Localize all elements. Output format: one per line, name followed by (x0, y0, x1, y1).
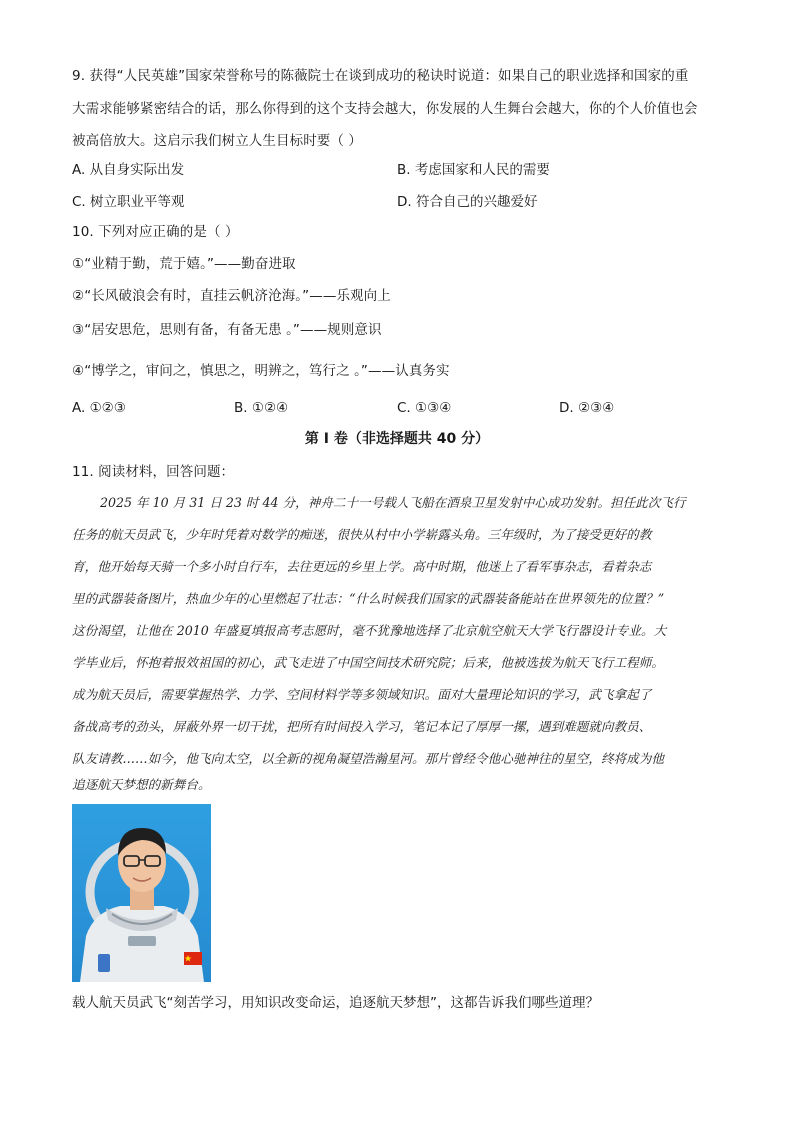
q11-passage-line-9: 队友请教……如今，他飞向太空，以全新的视角凝望浩瀚星河。那片曾经令他心驰神往的星空，终将成为他 (72, 751, 664, 766)
q11-passage-line-5: 这份渴望，让他在 2010 年盛夏填报高考志愿时，毫不犹豫地选择了北京航空航天大学飞行器设计专业。大 (72, 623, 667, 638)
q11-passage-line-4: 里的武器装备图片，热血少年的心里燃起了壮志：“什么时候我们国家的武器装备能站在世界领先的位置？” (72, 591, 665, 606)
q9-option-d: D. 符合自己的兴趣爱好 (397, 194, 538, 210)
q11-stem: 11. 阅读材料，回答问题： (72, 464, 235, 480)
q10-item-3: ③“居安思危，思则有备，有备无患 。”——规则意识 (72, 322, 382, 338)
q10-option-c: C. ①③④ (397, 400, 452, 416)
q10-item-2: ②“长风破浪会有时，直挂云帆济沧海。”——乐观向上 (72, 288, 391, 304)
q9-stem-line-3: 被高倍放大。这启示我们树立人生目标时要（ ） (72, 133, 362, 149)
astronaut-illustration (72, 804, 211, 982)
astronaut-photo (72, 804, 211, 982)
q9-option-c: C. 树立职业平等观 (72, 194, 185, 210)
q9-stem-line-2: 大需求能够紧密结合的话，那么你得到的这个支持会越大，你发展的人生舞台会越大，你的个人价值也会 (72, 101, 698, 117)
q11-passage-line-8: 备战高考的劲头，屏蔽外界一切干扰，把所有时间投入学习，笔记本记了厚厚一摞，遇到难题就向教员、 (72, 719, 652, 734)
q10-option-a: A. ①②③ (72, 400, 126, 416)
q10-stem: 10. 下列对应正确的是（ ） (72, 224, 239, 240)
q10-option-b: B. ①②④ (234, 400, 289, 416)
q9-option-b: B. 考虑国家和人民的需要 (397, 162, 550, 178)
q9-option-a: A. 从自身实际出发 (72, 162, 185, 178)
q10-item-4: ④“博学之，审问之，慎思之，明辨之，笃行之 。”——认真务实 (72, 363, 450, 379)
q11-passage-line-3: 育，他开始每天骑一个多小时自行车，去往更远的乡里上学。高中时期，他迷上了看军事杂志，看着杂志 (72, 559, 652, 574)
q11-question: 载人航天员武飞“刻苦学习，用知识改变命运，追逐航天梦想”，这都告诉我们哪些道理？ (72, 995, 599, 1011)
q11-passage-line-2: 任务的航天员武飞，少年时凭着对数学的痴迷，很快从村中小学崭露头角。三年级时，为了接受更好的教 (72, 527, 652, 542)
q11-passage-line-10: 追逐航天梦想的新舞台。 (72, 777, 211, 792)
q11-passage-line-7: 成为航天员后，需要掌握热学、力学、空间材料学等多领域知识。面对大量理论知识的学习，武飞拿起了 (72, 687, 652, 702)
section-title: 第 I 卷（非选择题共 40 分） (304, 431, 490, 447)
q9-stem-line-1: 9. 获得“人民英雄”国家荣誉称号的陈薇院士在谈到成功的秘诀时说道：如果自己的职业选择和国家的重 (72, 68, 689, 84)
q11-passage-line-6: 学毕业后，怀抱着报效祖国的初心，武飞走进了中国空间技术研究院；后来，他被选拔为航天飞行工程师。 (72, 655, 664, 670)
q11-passage-line-1: 2025 年 10 月 31 日 23 时 44 分，神舟二十一号载人飞船在酒泉卫星发射中心成功发射。担任此次飞行 (100, 495, 686, 510)
q10-item-1: ①“业精于勤，荒于嬉。”——勤奋进取 (72, 256, 296, 272)
q10-option-d: D. ②③④ (559, 400, 615, 416)
